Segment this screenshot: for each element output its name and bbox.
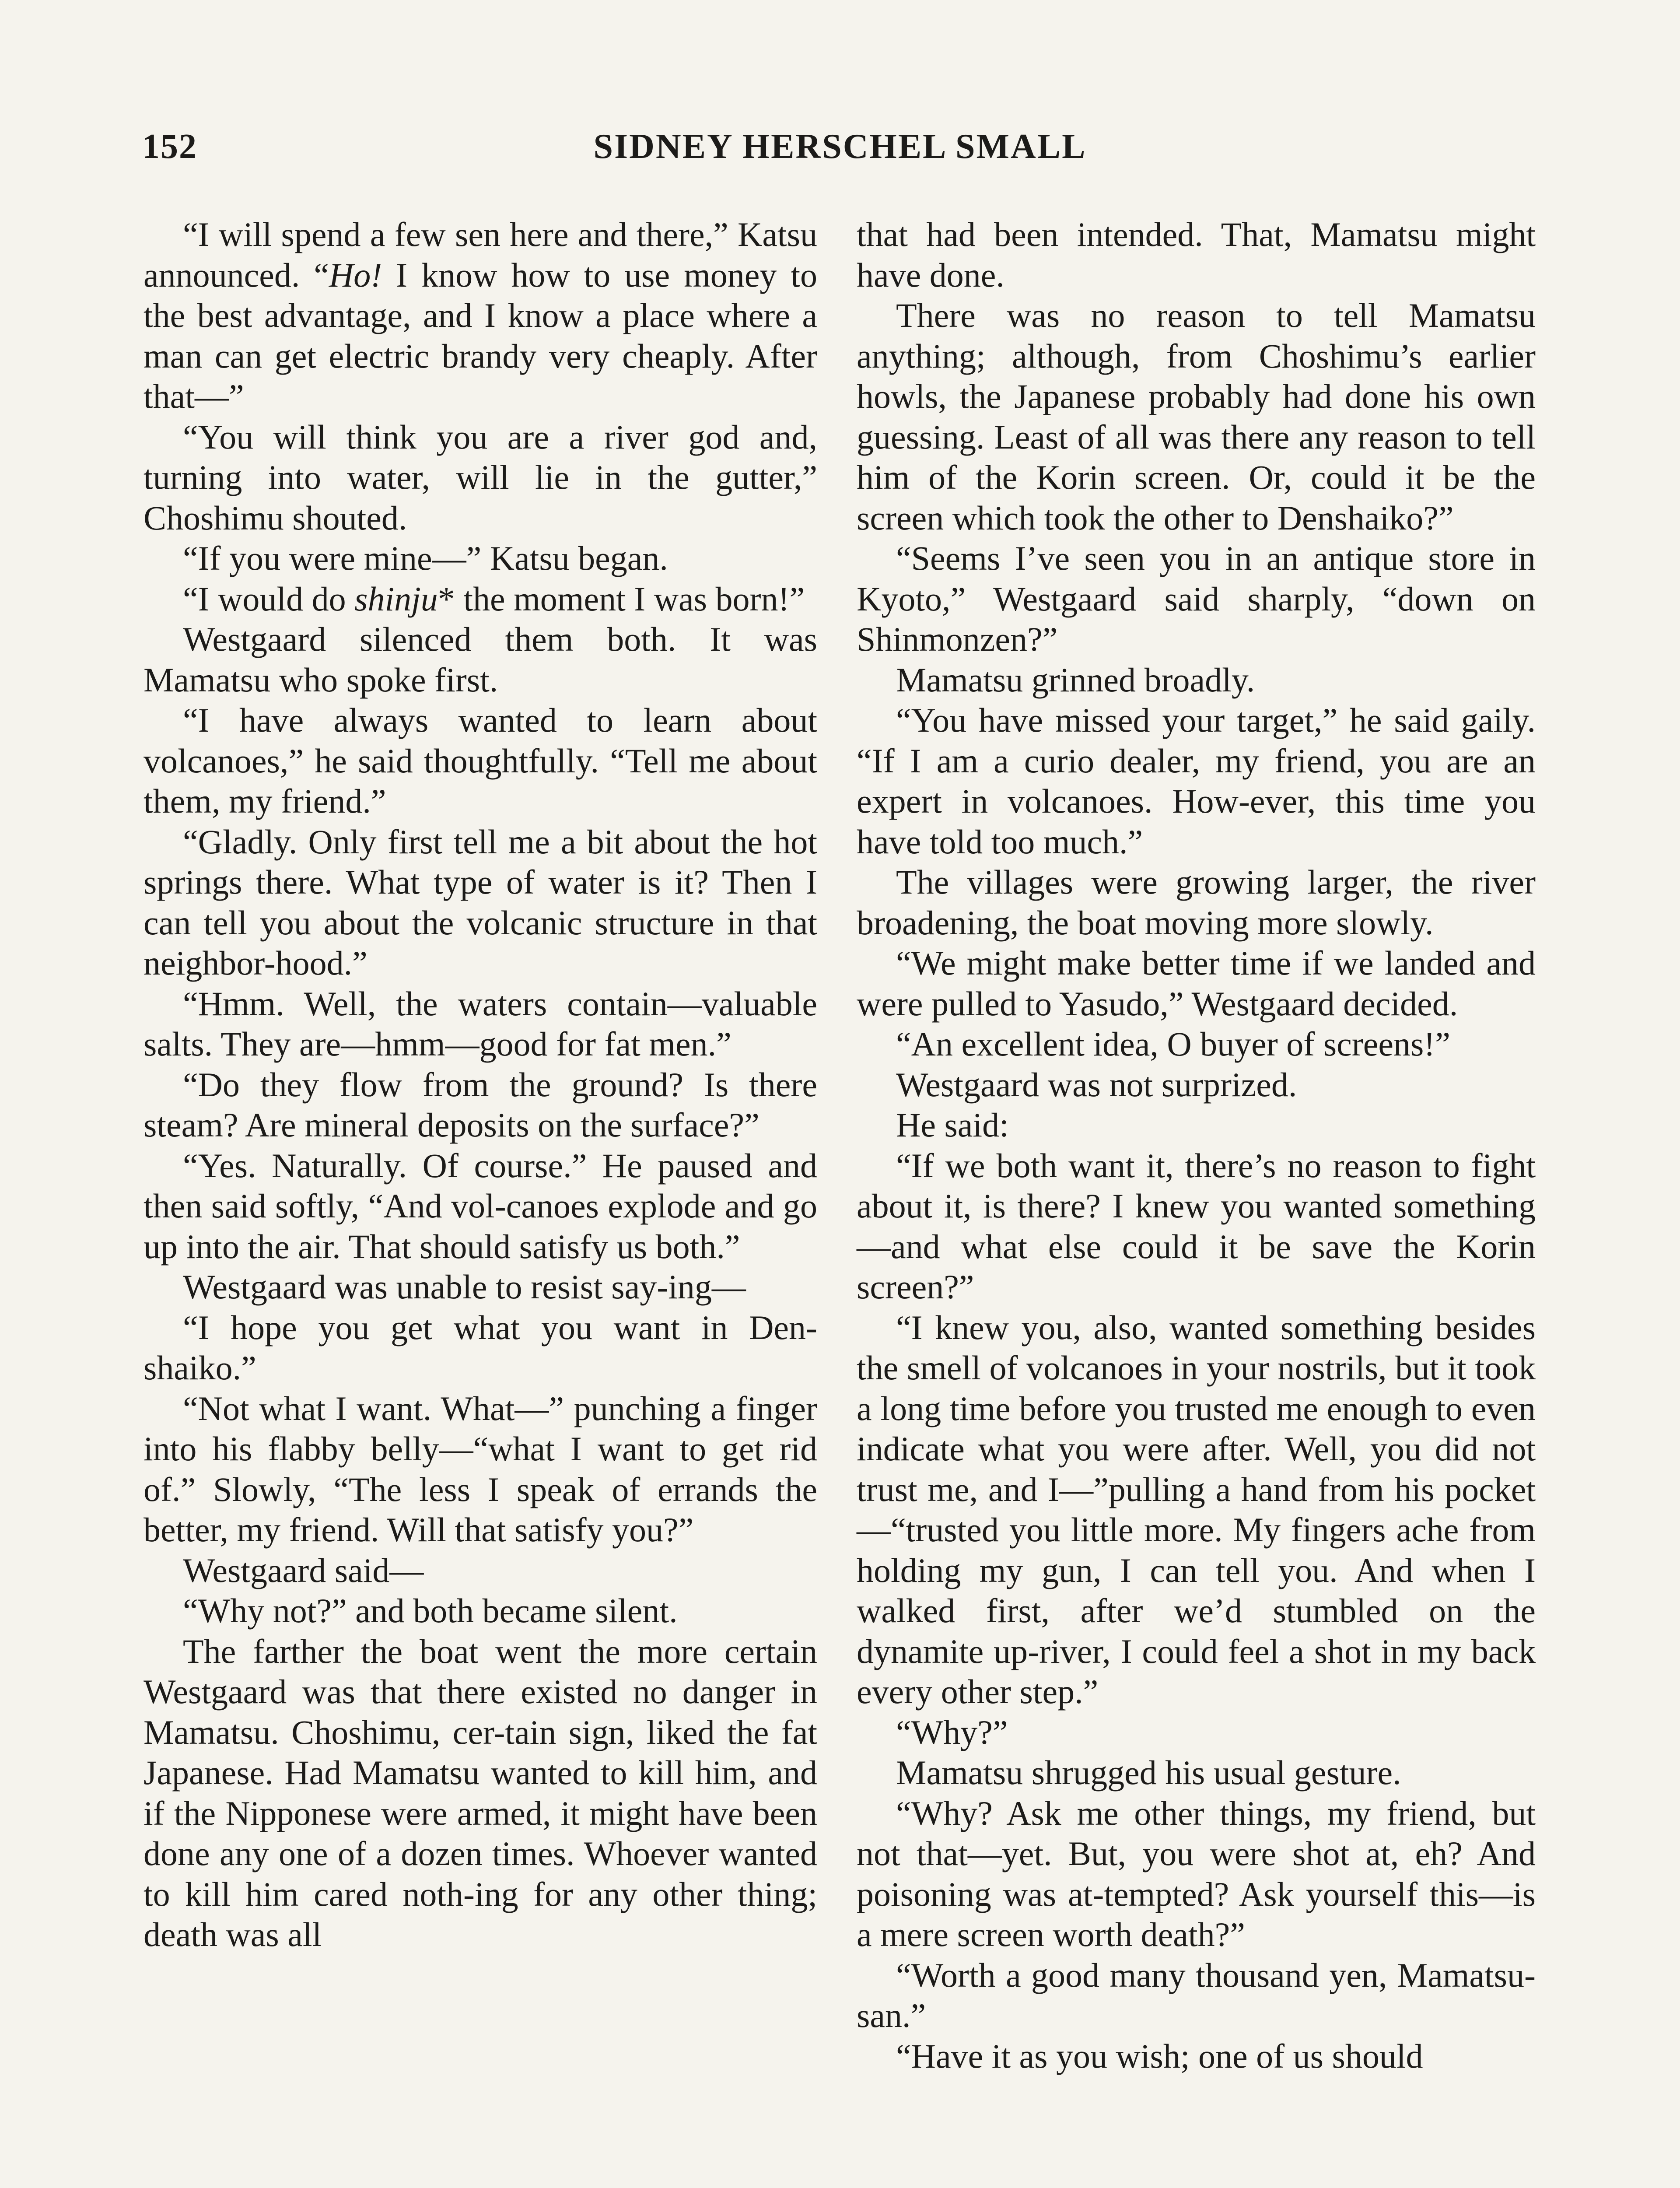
paragraph: “An excellent idea, O buyer of screens!” (896, 1025, 1450, 1063)
paragraph: “You will think you are a river god and, turning into water, will lie in the gutter,” Choshimu shouted. (144, 417, 817, 537)
paragraph: Westgaard was unable to resist say-ing— (183, 1268, 746, 1306)
paragraph: Westgaard was not surprized. (896, 1065, 1297, 1104)
paragraph: There was no reason to tell Mamatsu anything; although, from Choshimu’s earlier howls, the Japanese probably had done his own guessing. Least of all was there any reason to tell him of the Korin screen. Or, could it be the screen which took the other to Denshaiko?” (857, 296, 1536, 537)
paragraph: “Yes. Naturally. Of course.” He paused and then said softly, “And vol-canoes explode and go up into the air. That should satisfy us both.” (144, 1146, 817, 1266)
running-head: SIDNEY HERSCHEL SMALL (593, 127, 1087, 166)
paragraph: “Do they flow from the ground? Is there steam? Are mineral deposits on the surface?” (144, 1065, 817, 1144)
paragraph: “Why? Ask me other things, my friend, but not that—yet. But, you were shot at, eh? And poisoning was at-tempted? Ask yourself this—is a mere screen worth death?” (857, 1794, 1536, 1953)
paragraph: “We might make better time if we landed and were pulled to Yasudo,” Westgaard decided. (857, 944, 1536, 1023)
paragraph: Westgaard silenced them both. It was Mamatsu who spoke first. (144, 620, 817, 699)
left-text-column (144, 214, 817, 1955)
paragraph: “I would do shinju* the moment I was born!” (183, 579, 805, 618)
paragraph: “Worth a good many thousand yen, Mamatsu-san.” (857, 1956, 1536, 2034)
paragraph: Mamatsu grinned broadly. (896, 660, 1255, 699)
right-text-column (857, 214, 1536, 2076)
paragraph: “Not what I want. What—” punching a finger into his flabby belly—“what I want to get rid of.” Slowly, “The less I speak of errands the better, my friend. Will that satisfy you?” (144, 1389, 817, 1549)
page-number: 152 (142, 127, 197, 166)
paragraph: The farther the boat went the more certain Westgaard was that there existed no danger in Mamatsu. Choshimu, cer-tain sign, liked the fat Japanese. Had Mamatsu wanted to kill him, and if the Nipponese were armed, it might have been done any one of a dozen times. Whoever wanted to kill him cared noth-ing for any other thing; death was all (144, 1632, 817, 1953)
paragraph: that had been intended. That, Mamatsu might have done. (857, 215, 1536, 294)
paragraph: “You have missed your target,” he said gaily. “If I am a curio dealer, my friend, you are an expert in volcanoes. How-ever, this time you have told too much.” (857, 701, 1536, 861)
paragraph: The villages were growing larger, the river broadening, the boat moving more slowly. (857, 863, 1536, 942)
paragraph: “I have always wanted to learn about volcanoes,” he said thoughtfully. “Tell me about them, my friend.” (144, 701, 817, 820)
paragraph: “Why not?” and both became silent. (183, 1592, 678, 1630)
paragraph: Westgaard said— (183, 1551, 424, 1589)
paragraph: “I hope you get what you want in Den-shaiko.” (144, 1308, 817, 1387)
paragraph: He said: (896, 1106, 1009, 1144)
paragraph: “If we both want it, there’s no reason to fight about it, is there? I knew you wanted something—and what else could it be save the Korin screen?” (857, 1146, 1536, 1306)
paragraph: “Gladly. Only first tell me a bit about the hot springs there. What type of water is it? Then I can tell you about the volcanic structure in that neighbor-hood.” (144, 822, 817, 982)
paragraph: “I knew you, also, wanted something besides the smell of volcanoes in your nostrils, but it took a long time before you trusted me enough to even indicate what you were after. Well, you did not trust me, and I—”pulling a hand from his pocket—“trusted you little more. My fingers ache from holding my gun, I can tell you. And when I walked first, after we’d stumbled on the dynamite up-river, I could feel a shot in my back every other step.” (857, 1308, 1536, 1711)
paragraph: “I will spend a few sen here and there,” Katsu announced. “Ho! I know how to use money to the best advantage, and I know a place where a man can get electric brandy very cheaply. After that—” (144, 215, 817, 415)
paragraph: “Have it as you wish; one of us should (896, 2037, 1423, 2075)
paragraph: “If you were mine—” Katsu began. (183, 539, 668, 577)
paragraph: Mamatsu shrugged his usual gesture. (896, 1753, 1401, 1792)
paragraph: “Why?” (896, 1713, 1008, 1751)
paragraph: “Seems I’ve seen you in an antique store in Kyoto,” Westgaard said sharply, “down on Shinmonzen?” (857, 539, 1536, 658)
paragraph: “Hmm. Well, the waters contain—valuable salts. They are—hmm—good for fat men.” (144, 984, 817, 1063)
